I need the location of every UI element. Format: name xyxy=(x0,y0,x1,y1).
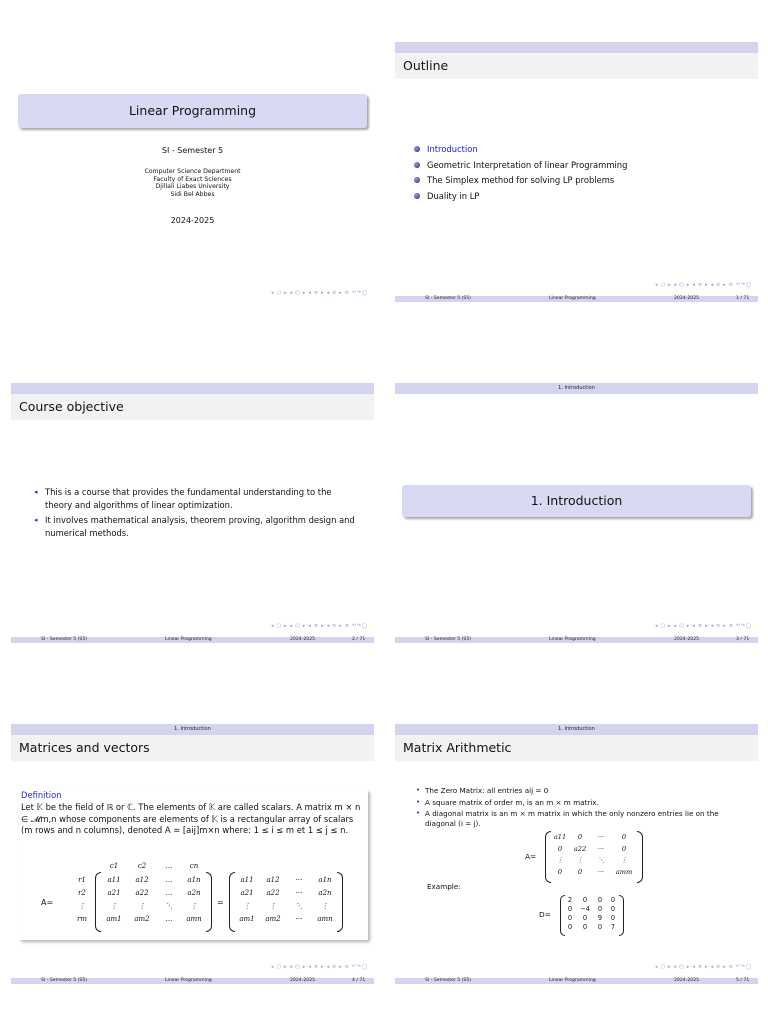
footline xyxy=(11,978,374,984)
bullet-text: It involves mathematical analysis, theorem proving, algorithm design and numerical methods. xyxy=(45,515,355,538)
matrix-cell: ··· xyxy=(597,867,605,876)
matrix-cell: ··· xyxy=(295,876,303,884)
arithmetic-list xyxy=(415,786,750,828)
matrix-cell: ⋮ xyxy=(243,902,251,910)
matrix-cell: 0 xyxy=(621,833,627,841)
bullet-text: The Zero Matrix: all entries aij = 0 xyxy=(425,786,549,795)
column-labels xyxy=(100,862,206,870)
title-box xyxy=(18,94,367,128)
row-labels xyxy=(77,876,87,928)
definition-block xyxy=(19,790,368,940)
example-label: Example: xyxy=(427,882,461,891)
triangle-bullet-icon: ◂ xyxy=(34,488,38,496)
equals-sign: = xyxy=(217,898,224,907)
matrix-cell: 0 xyxy=(582,923,588,931)
matrix-cell: 0 xyxy=(610,905,616,913)
outline-list xyxy=(413,142,627,205)
outline-item-label: Duality in LP xyxy=(427,191,480,202)
matrix-cell: ⋮ xyxy=(620,856,628,864)
matrix-cell: 0 xyxy=(577,833,583,841)
section-navigation[interactable]: 1. Introduction xyxy=(174,726,211,732)
definition-title: Definition xyxy=(21,790,62,800)
diagonal-matrix-d xyxy=(395,894,758,938)
ball-bullet-icon xyxy=(414,146,420,152)
footer-page: 5 / 71 xyxy=(736,978,750,983)
footer-title: Linear Programming xyxy=(165,978,212,983)
institute-line: Djillali Liabes University xyxy=(155,183,230,191)
matrix-cell: 0 xyxy=(610,896,616,904)
triangle-bullet-icon: • xyxy=(416,786,421,794)
matrix-cell: 0 xyxy=(621,844,627,853)
matrix-cells xyxy=(563,896,619,932)
outline-item[interactable] xyxy=(413,189,627,205)
slide-course-objective xyxy=(11,383,374,643)
objective-list xyxy=(33,486,360,540)
matrix-cell: 2 xyxy=(567,896,573,904)
matrix-label: A= xyxy=(41,898,54,907)
matrix-cells xyxy=(550,833,636,879)
matrix-cells xyxy=(234,876,338,928)
matrix-cell: … xyxy=(165,889,173,897)
matrix-cell: ⋮ xyxy=(576,856,584,864)
footer-date: 2024-2025 xyxy=(674,296,700,301)
matrix-cell: 9 xyxy=(597,914,603,922)
matrix-cell: ⋮ xyxy=(269,902,277,910)
matrix-cell: … xyxy=(165,876,173,884)
institute-line: Sidi Bel Abbes xyxy=(170,190,215,198)
matrix-cells xyxy=(100,876,206,928)
matrix-cell: 0 xyxy=(610,914,616,922)
date: 2024-2025 xyxy=(170,216,215,225)
matrix-cell: 7 xyxy=(610,923,616,931)
section-title: 1. Introduction xyxy=(530,493,623,508)
slide-section-introduction xyxy=(395,383,758,643)
row-label: r1 xyxy=(78,876,86,884)
matrix-cell: ⋮ xyxy=(138,902,146,910)
triangle-bullet-icon: • xyxy=(416,797,421,806)
matrix-cell: a22 xyxy=(135,889,149,897)
matrix-cell: ⋮ xyxy=(190,902,198,910)
matrix-cell: 0 xyxy=(557,844,563,853)
bullet-item xyxy=(415,798,750,808)
institute xyxy=(11,168,374,198)
matrix-cell: 0 xyxy=(597,905,603,913)
column-label: c2 xyxy=(137,862,147,870)
section-box xyxy=(402,485,751,517)
ball-bullet-icon xyxy=(414,162,420,168)
matrix-cell: 0 xyxy=(567,905,573,913)
footline xyxy=(395,296,758,302)
diagonal-matrix-a xyxy=(395,830,758,886)
matrix-cell: a1n xyxy=(318,876,332,884)
matrix-cell: a21 xyxy=(107,889,121,897)
navigation-symbols[interactable]: ◂ ▢ ▸ ◂ ◰ ▸ ◂ ≡ ▸ ◂ ≡ ▸ ≡ ↶↷◯ xyxy=(270,623,368,629)
matrix-cell: ⋱ xyxy=(165,902,173,910)
matrix-cell: a22 xyxy=(573,844,587,853)
footline xyxy=(11,637,374,643)
matrix-cell: a2n xyxy=(187,889,201,897)
matrix-cell: ⋮ xyxy=(556,856,564,864)
matrix-cell: am1 xyxy=(239,915,255,923)
matrix-cell: 0 xyxy=(582,914,588,922)
matrix-cell: a11 xyxy=(553,833,567,841)
matrix-cell: ··· xyxy=(597,833,605,841)
matrix-cell: 0 xyxy=(567,914,573,922)
matrix-cell: 0 xyxy=(597,896,603,904)
matrix-cell: 0 xyxy=(577,867,583,876)
footer-title: Linear Programming xyxy=(549,637,596,642)
footline xyxy=(395,978,758,984)
ball-bullet-icon xyxy=(414,177,420,183)
footer-author: SI - Semester 5 (S5) xyxy=(41,978,88,983)
matrix-cell: ··· xyxy=(295,889,303,897)
row-label: rm xyxy=(77,915,87,923)
matrix-cell: … xyxy=(165,915,173,923)
right-bracket xyxy=(337,872,343,932)
footline xyxy=(395,637,758,643)
navigation-symbols[interactable]: ◂ ▢ ▸ ◂ ◰ ▸ ◂ ≡ ▸ ◂ ≡ ▸ ≡ ↶↷◯ xyxy=(270,290,368,296)
headline-bar xyxy=(395,42,758,53)
outline-item[interactable] xyxy=(413,173,627,189)
outline-item-label: Geometric Interpretation of linear Programming xyxy=(427,159,628,170)
matrix-cell: ⋱ xyxy=(597,856,605,864)
navigation-symbols[interactable]: ◂ ▢ ▸ ◂ ◰ ▸ ◂ ≡ ▸ ◂ ≡ ▸ ≡ ↶↷◯ xyxy=(654,964,752,970)
matrix-cell: a11 xyxy=(240,876,254,884)
footer-title: Linear Programming xyxy=(165,637,212,642)
matrix-cell: −4 xyxy=(580,905,590,913)
section-navigation[interactable]: 1. Introduction xyxy=(558,726,595,732)
triangle-bullet-icon: ◂ xyxy=(34,516,38,524)
outline-item[interactable] xyxy=(413,142,627,158)
matrix-cell: ⋮ xyxy=(321,902,329,910)
slide-outline xyxy=(395,42,758,302)
matrix-cell: a22 xyxy=(266,889,280,897)
footer-author: SI - Semester 5 (S5) xyxy=(41,637,88,642)
matrix-cell: a1n xyxy=(187,876,201,884)
presentation-title: Linear Programming xyxy=(128,103,257,118)
slide-matrices-and-vectors xyxy=(11,724,374,984)
column-label: c1 xyxy=(109,862,119,870)
matrix-cell: a12 xyxy=(266,876,280,884)
frame-title: Matrices and vectors xyxy=(11,735,374,761)
outline-item[interactable] xyxy=(413,158,627,174)
matrix-cell: ⋮ xyxy=(110,902,118,910)
footer-page: 3 / 71 xyxy=(736,637,750,642)
definition-text: Let 𝕂 be the field of ℝ or ℂ. The elements of 𝕂 are called scalars. A matrix m × n ∈ 𝓜m,n whose components are elements of 𝕂 is a rectangular array of scalars (m rows and n columns), denoted A = [aij]m×n where: 1 ≤ i ≤ m et 1 ≤ j ≤ n. xyxy=(21,802,361,835)
footer-page: 1 / 71 xyxy=(736,296,750,301)
navigation-symbols[interactable]: ◂ ▢ ▸ ◂ ◰ ▸ ◂ ≡ ▸ ◂ ≡ ▸ ≡ ↶↷◯ xyxy=(270,964,368,970)
matrix-cell: am2 xyxy=(265,915,281,923)
right-bracket xyxy=(637,831,643,883)
matrix-cell: amm xyxy=(615,867,633,876)
matrix-cell: 0 xyxy=(567,923,573,931)
matrix-cell: 0 xyxy=(597,923,603,931)
footer-author: SI - Semester 5 (S5) xyxy=(425,978,472,983)
matrix-cell: 0 xyxy=(582,896,588,904)
footer-date: 2024-2025 xyxy=(674,637,700,642)
right-bracket xyxy=(206,872,212,932)
matrix-cell: 0 xyxy=(557,867,563,876)
matrix-cell: amn xyxy=(317,915,333,923)
institute-line: Faculty of Exact Sciences xyxy=(153,175,232,183)
bullet-item xyxy=(415,786,750,796)
footer-date: 2024-2025 xyxy=(290,978,316,983)
matrix-equation xyxy=(19,860,374,938)
bullet-text: This is a course that provides the fundamental understanding to the theory and algorithms of linear optimization. xyxy=(45,487,332,510)
frame-title: Course objective xyxy=(11,394,374,420)
matrix-cell: a11 xyxy=(107,876,121,884)
section-navigation[interactable]: 1. Introduction xyxy=(558,385,595,391)
row-label: r2 xyxy=(78,889,86,897)
matrix-label: D= xyxy=(539,910,551,919)
matrix-cell: ··· xyxy=(597,844,605,853)
bullet-item xyxy=(415,809,750,828)
institute-line: Computer Science Department xyxy=(144,168,241,175)
subtitle: SI - Semester 5 xyxy=(161,146,224,155)
footer-author: SI - Semester 5 (S5) xyxy=(425,637,472,642)
footer-date: 2024-2025 xyxy=(674,978,700,983)
bullet-text: A diagonal matrix is an m × m matrix in which the only nonzero entries lie on the diagonal (i = j). xyxy=(425,809,719,828)
outline-item-label: Introduction xyxy=(427,144,478,154)
ball-bullet-icon xyxy=(414,193,420,199)
bullet-text: A square matrix of order m, is an m × m matrix. xyxy=(425,797,599,807)
slide-title xyxy=(11,42,374,302)
footer-title: Linear Programming xyxy=(549,296,596,301)
matrix-cell: am1 xyxy=(106,915,122,923)
bullet-item xyxy=(33,486,360,512)
footer-author: SI - Semester 5 (S5) xyxy=(425,296,472,301)
slide-matrix-arithmetic xyxy=(395,724,758,984)
footer-title: Linear Programming xyxy=(549,978,596,983)
row-label: ⋮ xyxy=(78,902,86,910)
matrix-cell: a12 xyxy=(135,876,149,884)
column-label: cn xyxy=(189,862,199,870)
outline-item-label: The Simplex method for solving LP problems xyxy=(427,175,615,186)
right-bracket xyxy=(619,895,624,936)
column-label: … xyxy=(165,862,173,870)
matrix-cell: a21 xyxy=(240,889,254,897)
footer-date: 2024-2025 xyxy=(290,637,316,642)
matrix-cell: ⋱ xyxy=(295,902,303,910)
matrix-label: A= xyxy=(525,852,537,861)
matrix-cell: am2 xyxy=(134,915,150,923)
navigation-symbols[interactable]: ◂ ▢ ▸ ◂ ◰ ▸ ◂ ≡ ▸ ◂ ≡ ▸ ≡ ↶↷◯ xyxy=(654,623,752,629)
footer-page: 2 / 71 xyxy=(352,637,366,642)
matrix-cell: ··· xyxy=(295,915,303,923)
matrix-cell: amn xyxy=(186,915,202,923)
navigation-symbols[interactable]: ◂ ▢ ▸ ◂ ◰ ▸ ◂ ≡ ▸ ◂ ≡ ▸ ≡ ↶↷◯ xyxy=(654,282,752,288)
triangle-bullet-icon: • xyxy=(416,809,421,817)
bullet-item xyxy=(33,514,360,540)
footer-page: 4 / 71 xyxy=(352,978,366,983)
headline-bar xyxy=(11,383,374,394)
frame-title: Matrix Arithmetic xyxy=(395,735,758,761)
matrix-cell: a2n xyxy=(318,889,332,897)
frame-title: Outline xyxy=(395,53,758,79)
